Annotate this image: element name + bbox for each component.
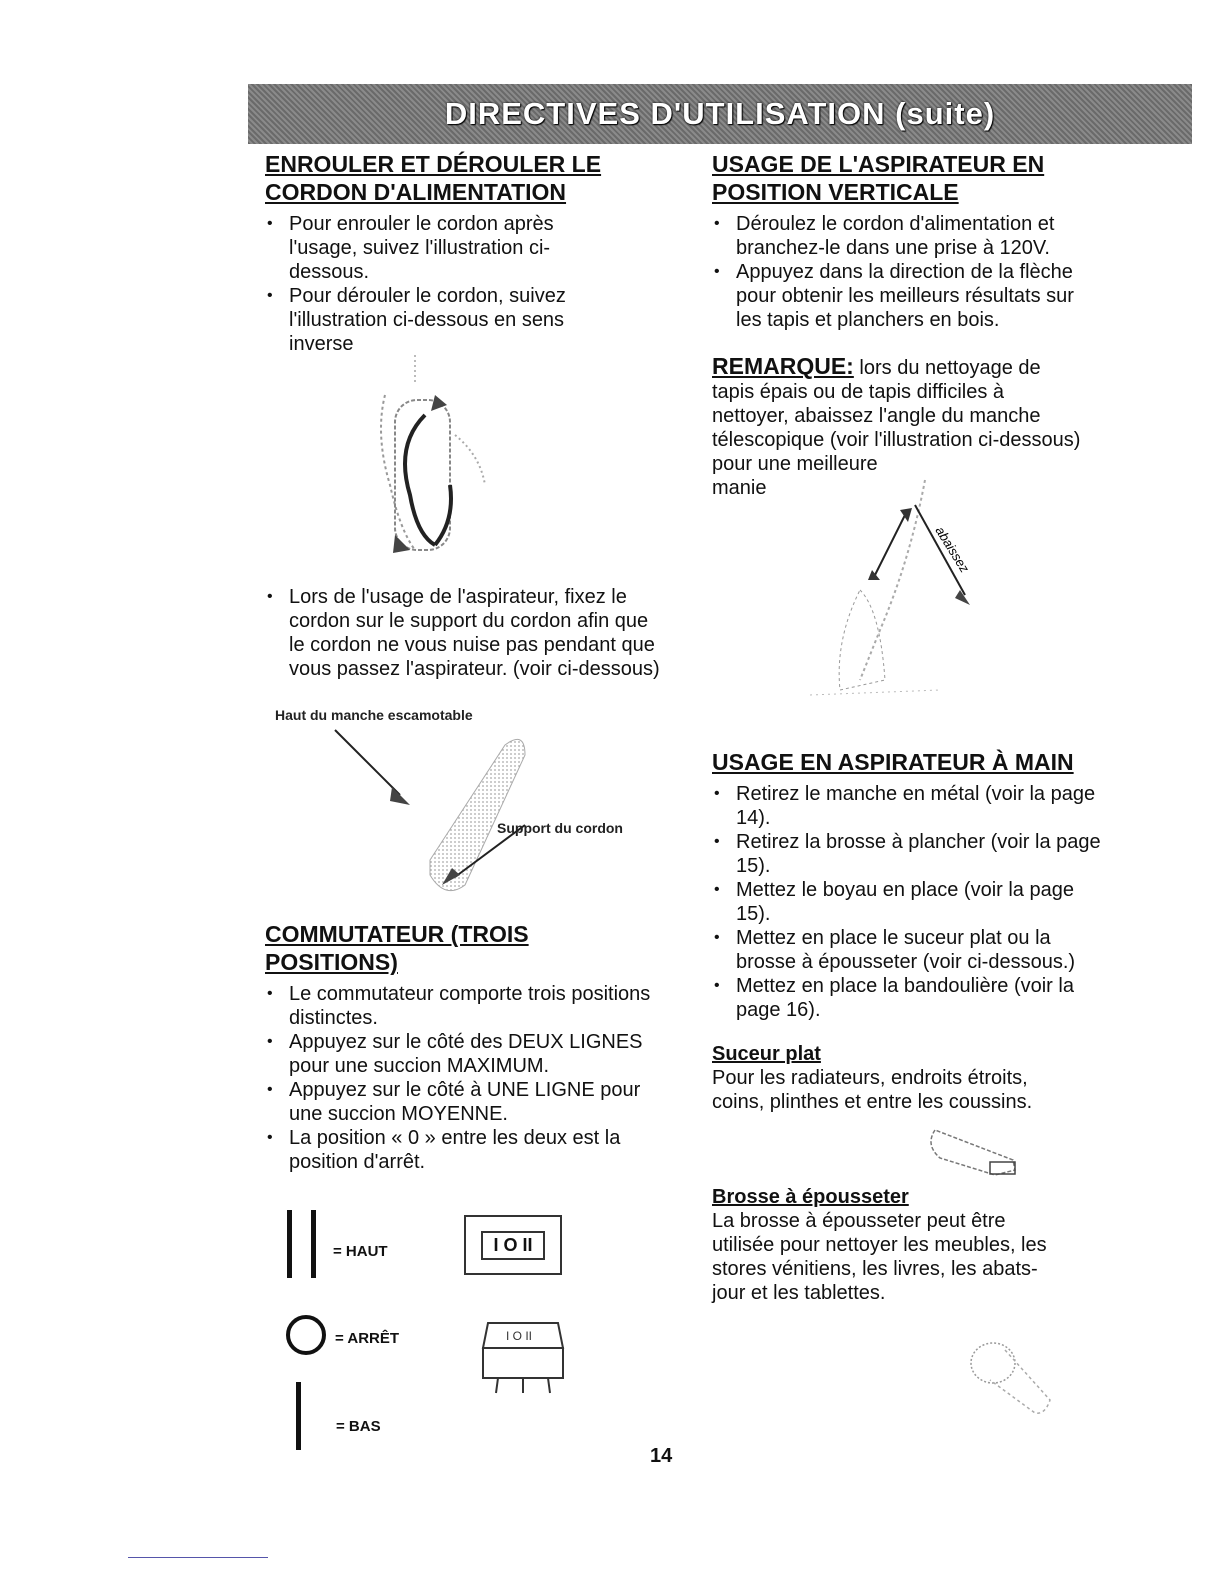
cord-holder-section [265,585,665,681]
cord-wrap-illustration [355,355,515,565]
switch-face-icon [464,1215,562,1275]
note-tail: manie [712,477,767,499]
crevice-block [712,1042,1112,1114]
upright-vacuum-illustration [800,480,973,710]
haut-label: = HAUT [333,1243,388,1260]
list-item: • Retirez la brosse à plancher (voir la page 15). [712,830,1104,878]
cord-heading: ENROULER ET DÉROULER LE CORDON D'ALIMENTATION [265,151,602,205]
two-lines-icon [285,1210,325,1280]
section-banner [248,84,1192,144]
list-item: • Mettez le boyau en place (voir la page 15). [712,878,1104,926]
list-item: • Appuyez sur le côté à UNE LIGNE pour une succion MOYENNE. [265,1078,655,1126]
cord-list [265,212,595,356]
list-item: • Lors de l'usage de l'aspirateur, fixez le cordon sur le support du cordon afin que le cordon ne vous nuise pas pendant que vous passez l'aspirateur. (voir ci-dessous) [265,585,665,681]
switch-face-text: I O II [481,1231,544,1260]
support-label: Support du cordon [497,820,623,836]
list-item: • Appuyez dans la direction de la flèche pour obtenir les meilleurs résultats sur les tapis et planchers en bois. [712,260,1104,332]
brush-title: Brosse à épousseter [712,1186,909,1208]
page-number: 14 [650,1445,673,1467]
cord-section [265,150,665,356]
switch-section [265,920,665,1174]
list-item: • La position « 0 » entre les deux est la position d'arrêt. [265,1126,655,1174]
list-item: • Le commutateur comporte trois positions distinctes. [265,982,655,1030]
one-line-icon [296,1382,306,1452]
upright-heading: USAGE DE L'ASPIRATEUR EN POSITION VERTICALE [712,151,1045,205]
rocker-switch-icon [478,1318,568,1398]
list-item: • Pour dérouler le cordon, suivez l'illustration ci-dessous en sens inverse [265,284,595,356]
arret-label: = ARRÊT [335,1330,400,1347]
switch-heading: COMMUTATEUR (TROIS POSITIONS) [265,921,529,975]
dusting-brush-illustration [965,1335,1060,1420]
circle-icon [283,1312,329,1358]
list-item: • Pour enrouler le cordon après l'usage, suivez l'illustration ci-dessous. [265,212,595,284]
svg-text:I O II: I O II [506,1329,533,1343]
switch-list [265,982,655,1174]
list-item: • Mettez en place la bandoulière (voir la page 16). [712,974,1104,1022]
footer-line [128,1557,268,1558]
list-item: • Retirez le manche en métal (voir la page 14). [712,782,1104,830]
note-paragraph [712,352,1082,500]
cord-holder-list [265,585,665,681]
note-label: REMARQUE: [712,353,854,379]
crevice-text: Pour les radiateurs, endroits étroits, coins, plinthes et entre les coussins. [712,1067,1033,1113]
handle-illustration [330,725,660,895]
hand-list [712,782,1104,1022]
crevice-tool-illustration [925,1120,1025,1180]
hand-section [712,748,1112,1114]
handle-label: Haut du manche escamotable [275,707,473,723]
upright-section [712,150,1112,500]
brush-text: La brosse à épousseter peut être utilisée pour nettoyer les meubles, les stores vénitiens, les livres, les abats-jour et les tablettes. [712,1210,1047,1304]
upright-list [712,212,1104,332]
crevice-title: Suceur plat [712,1043,821,1065]
note-text: lors du nettoyage de tapis épais ou de tapis difficiles à nettoyer, abaissez l'angle du manche télescopique (voir l'illustration ci-dessous) pour une meilleure [712,357,1081,475]
banner-title: DIRECTIVES D'UTILISATION (suite) [444,96,996,131]
brush-block [712,1185,1112,1305]
list-item: • Appuyez sur le côté des DEUX LIGNES pour une succion MAXIMUM. [265,1030,655,1078]
abaissez-label: abaissez [932,523,973,576]
bas-label: = BAS [336,1418,381,1435]
hand-heading: USAGE EN ASPIRATEUR À MAIN [712,749,1074,775]
list-item: • Mettez en place le suceur plat ou la brosse à épousseter (voir ci-dessous.) [712,926,1104,974]
list-item: • Déroulez le cordon d'alimentation et branchez-le dans une prise à 120V. [712,212,1104,260]
